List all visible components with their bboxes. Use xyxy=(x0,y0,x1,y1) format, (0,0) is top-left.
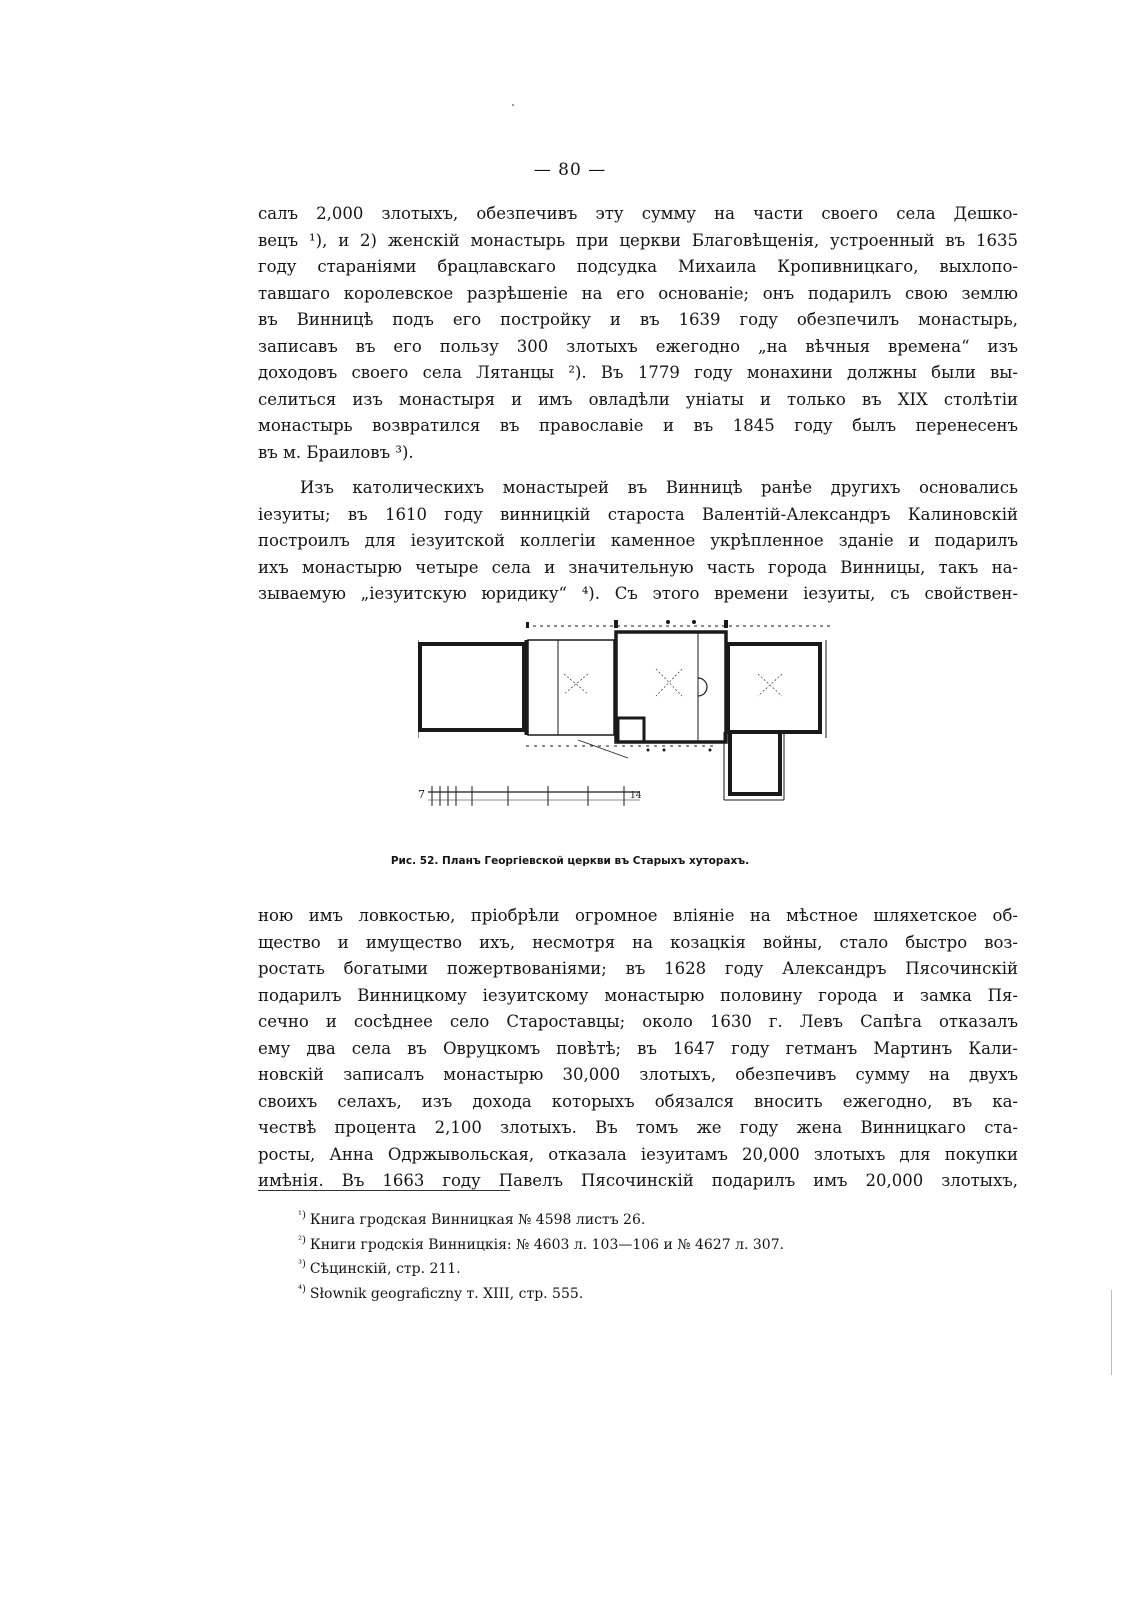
page-number: — 80 — xyxy=(533,160,607,180)
para1-line: въ м. Браиловъ ³). xyxy=(258,442,414,462)
scan-edge-mark xyxy=(1111,1290,1112,1375)
para1-line: тавшаго королевское разрѣшеніе на его основаніе; онъ подарилъ свою землю xyxy=(258,283,1018,303)
para3-line: чествѣ процента 2,100 злотыхъ. Въ томъ же году жена Винницкаго ста- xyxy=(258,1118,1018,1137)
scan-speck xyxy=(512,104,514,106)
footnote-mark: ²) xyxy=(298,1234,306,1246)
paragraph-2 xyxy=(258,475,1018,608)
footnote-text: Книга гродская Винницкая № 4598 листъ 26. xyxy=(309,1212,646,1228)
scale-left-label: 7 xyxy=(418,788,425,801)
footnote-text: Сѣцинскій, стр. 211. xyxy=(309,1261,461,1277)
para1-line: году стараніями брацлавскаго подсудка Михаила Кропивницкаго, выхлопо- xyxy=(258,257,1018,276)
para2-line: зываемую „іезуитскую юридику“ ⁴). Съ этого времени іезуиты, съ свойствен- xyxy=(258,584,1018,603)
footnotes xyxy=(298,1208,784,1306)
para1-line: въ Винницѣ подъ его постройку и въ 1639 году обезпечилъ монастырь, xyxy=(258,310,1018,329)
para2-line: іезуиты; въ 1610 году винницкій староста Валентій-Александръ Калиновскій xyxy=(258,504,1018,524)
footnote-mark: ⁴) xyxy=(298,1283,306,1295)
church-floor-plan xyxy=(418,614,858,836)
paragraph-1 xyxy=(258,201,1018,466)
plan-room-annex xyxy=(730,732,780,794)
para3-line: имѣнія. Въ 1663 году Павелъ Пясочинскій подарилъ имъ 20,000 злотыхъ, xyxy=(258,1171,1018,1190)
plan-room-nave xyxy=(616,632,726,742)
footnote-item xyxy=(298,1208,784,1233)
scale-right-label: 14 xyxy=(630,791,642,801)
plan-room-narthex xyxy=(420,644,524,730)
para3-line: сечно и сосѣднее село Староставцы; около 1630 г. Левъ Сапѣга отказалъ xyxy=(258,1012,1018,1031)
footnote-mark: ¹) xyxy=(298,1210,306,1222)
para1-line: доходовъ своего села Лятанцы ²). Въ 1779 году монахини должны были вы- xyxy=(258,363,1018,382)
floor-plan-drawing xyxy=(418,614,858,836)
para3-line: ростать богатыми пожертвованіями; въ 1628 году Александръ Пясочинскій xyxy=(258,959,1018,978)
para3-line: росты, Анна Одржывольская, отказала іезуитамъ 20,000 злотыхъ для покупки xyxy=(258,1144,1018,1164)
footnote-mark: ³) xyxy=(298,1259,306,1271)
para2-line: Изъ католическихъ монастырей въ Винницѣ ранѣе другихъ основались xyxy=(300,478,1018,497)
plan-room-chapel xyxy=(728,644,820,732)
para1-line: монастырь возвратился въ православіе и въ 1845 году былъ перенесенъ xyxy=(258,416,1018,435)
para1-line: селиться изъ монастыря и имъ овладѣли уніаты и только въ XIX столѣтіи xyxy=(258,389,1018,409)
para3-line: своихъ селахъ, изъ дохода которыхъ обязался вносить ежегодно, въ ка- xyxy=(258,1091,1018,1111)
para1-line: вецъ ¹), и 2) женскій монастырь при церкви Благовѣщенія, устроенный въ 1635 xyxy=(258,230,1018,250)
figure-caption: Рис. 52. Планъ Георгіевской церкви въ Старыхъ хуторахъ. xyxy=(390,855,750,867)
footnote-divider xyxy=(258,1190,510,1191)
para1-line: записавъ въ его пользу 300 злотыхъ ежегодно „на вѣчныя времена“ изъ xyxy=(258,336,1018,356)
footnote-item xyxy=(298,1233,784,1258)
footnote-text: Книги гродскія Винницкія: № 4603 л. 103—106 и № 4627 л. 307. xyxy=(309,1236,785,1253)
para3-line: ною имъ ловкостью, пріобрѣли огромное вліяніе на мѣстное шляхетское об- xyxy=(258,906,1018,925)
footnote-item xyxy=(298,1282,784,1307)
para2-line: ихъ монастырю четыре села и значительную часть города Винницы, такъ на- xyxy=(258,557,1018,577)
plan-room-vestibule xyxy=(528,640,614,735)
para3-line: новскій записалъ монастырю 30,000 злотыхъ, обезпечивъ сумму на двухъ xyxy=(258,1065,1018,1084)
para2-line: построилъ для іезуитской коллегіи каменное укрѣпленное зданіе и подарилъ xyxy=(258,531,1018,550)
footnote-text: Słownik geograficzny т. XIII, стр. 555. xyxy=(309,1285,584,1302)
footnote-item xyxy=(298,1257,784,1282)
para3-line: ему два села въ Овруцкомъ повѣтѣ; въ 1647 году гетманъ Мартинъ Кали- xyxy=(258,1038,1018,1058)
para3-line: подарилъ Винницкому іезуитскому монастырю половину города и замка Пя- xyxy=(258,985,1018,1005)
paragraph-3 xyxy=(258,903,1018,1195)
para1-line: салъ 2,000 злотыхъ, обезпечивъ эту сумму на части своего села Дешко- xyxy=(258,204,1018,223)
para3-line: щество и имущество ихъ, несмотря на козацкія войны, стало быстро воз- xyxy=(258,932,1018,952)
